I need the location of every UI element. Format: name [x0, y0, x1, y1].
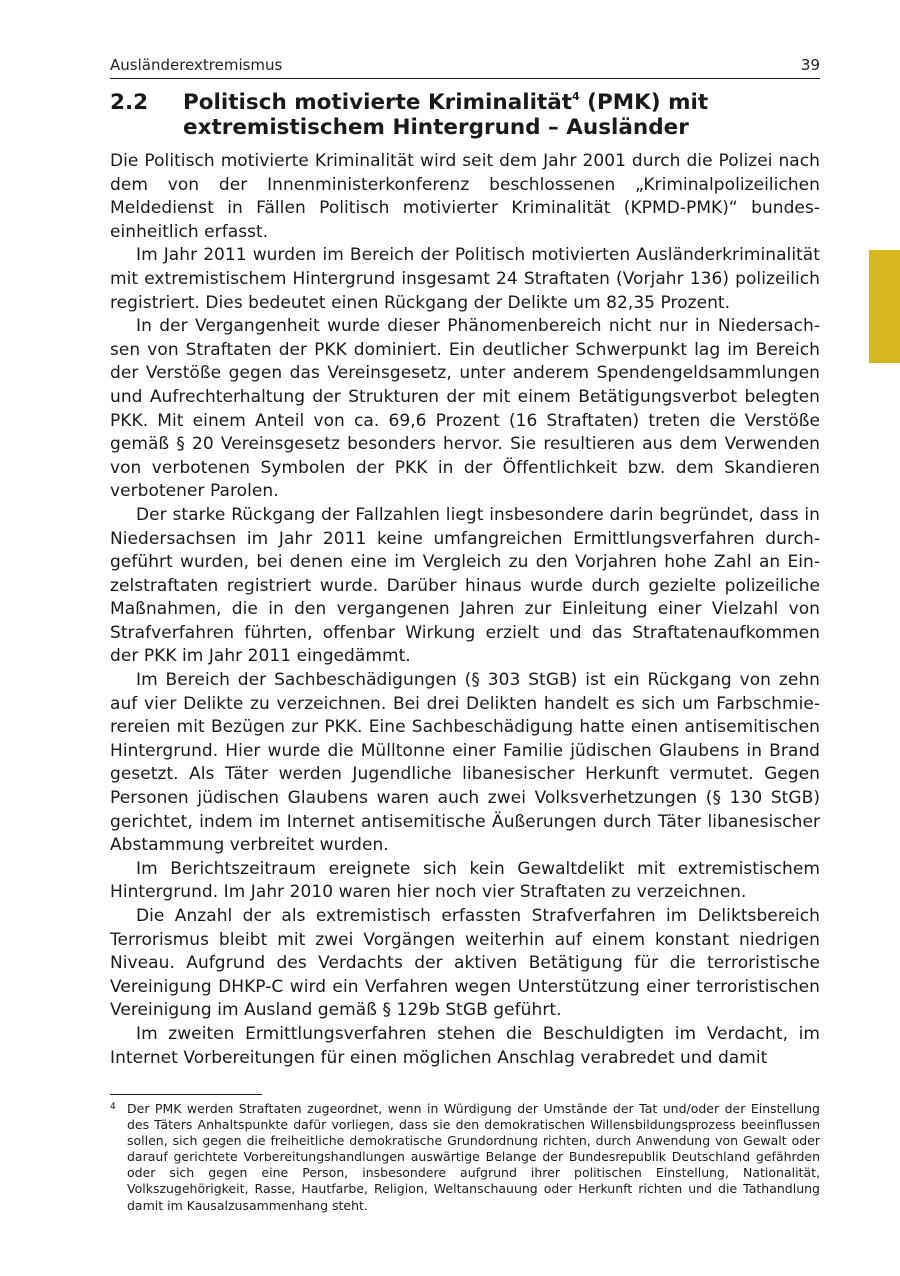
- paragraph: Im zweiten Ermittlungsverfahren stehen die Beschuldigten im Verdacht, im Internet Vorbereitungen für einen möglichen Anschlag verabredet und damit: [110, 1023, 820, 1068]
- paragraph: Im Bereich der Sachbeschädigungen (§ 303 StGB) ist ein Rückgang von zehn auf vier Delikte zu verzeichnen. Bei drei Delikten handelt es sich um Farbschmierereien mit Bezügen zur PKK. Eine Sachbeschädigung hatte einen antisemitischen Hintergrund. Hier wurde die Mülltonne einer Familie jüdischen Glaubens in Brand gesetzt. Als Täter werden Jugendliche libanesischer Herkunft vermutet. Gegen Personen jüdischen Glaubens waren auch zwei Volksverhetzungen (§ 130 StGB) gerichtet, indem im Internet antisemitische Äußerungen durch Täter libanesischer Abstammung verbreitet wurden.: [110, 670, 820, 856]
- footnote-divider: [110, 1094, 262, 1095]
- section-heading: [110, 90, 830, 140]
- footnote: [110, 1101, 820, 1214]
- chapter-thumb-tab: [869, 250, 900, 363]
- section-title-part2: (PMK) mit extremistischem Hintergrund – Ausländer: [183, 90, 709, 140]
- footnote-text: Der PMK werden Straftaten zugeordnet, wenn in Würdigung der Umstände der Tat und/oder der Einstellung des Täters Anhaltspunkte dafür vorliegen, dass sie den demokratischen Willensbildungsprozess beeinflussen sollen, sich gegen die freiheitliche demokratische Grundordnung richten, durch Anwendung von Gewalt oder darauf gerichtete Vorbereitungshandlungen auswärtige Belange der Bundesrepublik Deutschland gefährden oder sich gegen eine Person, insbesondere aufgrund ihrer politischen Einstellung, Nationalität, Volkszugehörigkeit, Rasse, Hautfarbe, Religion, Weltanschauung oder Herkunft richten und die Tathandlung damit im Kausalzusammenhang steht.: [127, 1101, 820, 1213]
- body-text: [110, 150, 820, 1070]
- paragraph: Im Berichtszeitraum ereignete sich kein Gewaltdelikt mit extremistischem Hintergrund. Im Jahr 2010 waren hier noch vier Straftaten zu verzeichnen.: [110, 858, 820, 903]
- footnote-reference[interactable]: 4: [572, 90, 580, 103]
- footnote-mark: 4: [110, 1102, 116, 1112]
- section-number: 2.2: [110, 90, 149, 115]
- running-header-title: Ausländerextremismus: [110, 56, 283, 74]
- page-number: 39: [800, 56, 820, 74]
- section-title: [183, 90, 830, 140]
- paragraph: Die Politisch motivierte Kriminalität wird seit dem Jahr 2001 durch die Polizei nach dem von der Innenministerkonferenz beschlossenen „Kriminalpolizeilichen Meldedienst in Fällen Politisch motivierter Kriminalität (KPMD-PMK)“ bundeseinheitlich erfasst.: [110, 151, 820, 242]
- section-title-part1: Politisch motivierte Kriminalität: [183, 90, 573, 115]
- paragraph: Der starke Rückgang der Fallzahlen liegt insbesondere darin begründet, dass in Niedersachsen im Jahr 2011 keine umfangreichen Ermittlungsverfahren durchgeführt wurden, bei denen eine im Vergleich zu den Vorjahren hohe Zahl an Einzelstraftaten registriert wurde. Darüber hinaus wurde durch gezielte polizeiliche Maßnahmen, die in den vergangenen Jahren zur Einleitung einer Vielzahl von Strafverfahren führten, offenbar Wirkung erzielt und das Straftatenaufkommen der PKK im Jahr 2011 eingedämmt.: [110, 504, 820, 667]
- paragraph: In der Vergangenheit wurde dieser Phänomenbereich nicht nur in Niedersachsen von Straftaten der PKK dominiert. Ein deutlicher Schwerpunkt lag im Bereich der Verstöße gegen das Vereinsgesetz, unter anderem Spendengeldsammlungen und Aufrechterhaltung der Strukturen der mit einem Betätigungsverbot belegten PKK. Mit einem Anteil von ca. 69,6 Prozent (16 Straftaten) treten die Verstöße gemäß § 20 Vereinsgesetz besonders hervor. Sie resultieren aus dem Verwenden von verbotenen Symbolen der PKK in der Öffentlichkeit bzw. dem Skandieren verbotener Parolen.: [110, 316, 820, 502]
- paragraph: Die Anzahl der als extremistisch erfassten Strafverfahren im Deliktsbereich Terrorismus bleibt mit zwei Vorgängen weiterhin auf einem konstant niedrigen Niveau. Aufgrund des Verdachts der aktiven Betätigung für die terroristische Vereinigung DHKP-C wird ein Verfahren wegen Unterstützung einer terroristischen Vereinigung im Ausland gemäß § 129b StGB geführt.: [110, 906, 820, 1021]
- paragraph: Im Jahr 2011 wurden im Bereich der Politisch motivierten Ausländerkriminalität mit extremistischem Hintergrund insgesamt 24 Straftaten (Vorjahr 136) polizeilich registriert. Dies bedeutet einen Rückgang der Delikte um 82,35 Prozent.: [110, 245, 820, 313]
- running-header: [110, 52, 820, 79]
